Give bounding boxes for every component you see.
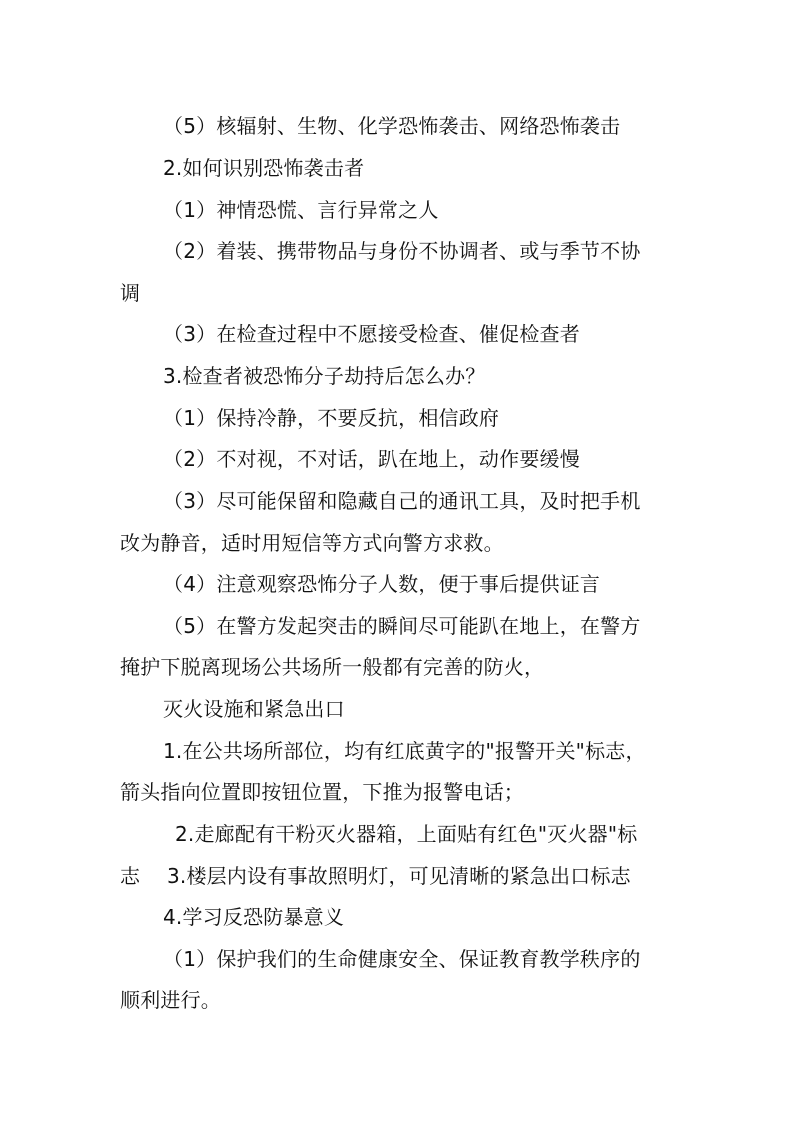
paragraph-line: 掩护下脱离现场公共场所一般都有完善的防火， [120,655,545,679]
section-heading: 灭火设施和紧急出口 [163,697,345,721]
paragraph-line: 2.走廊配有干粉灭火器箱，上面贴有红色"灭火器"标 [175,822,638,846]
section-heading: 3.检查者被恐怖分子劫持后怎么办？ [163,364,486,388]
paragraph-line: （3）在检查过程中不愿接受检查、催促检查者 [163,322,580,346]
paragraph-line: （5）在警方发起突击的瞬间尽可能趴在地上，在警方 [163,614,641,638]
section-heading: 2.如何识别恐怖袭击者 [163,156,365,180]
paragraph-line: （1）保护我们的生命健康安全、保证教育教学秩序的 [163,947,641,971]
paragraph-line: （2）不对视，不对话，趴在地上，动作要缓慢 [163,447,580,471]
paragraph-line: 顺利进行。 [120,988,221,1012]
paragraph-line: 1.在公共场所部位，均有红底黄字的"报警开关"标志， [163,739,646,763]
paragraph-line: （3）尽可能保留和隐藏自己的通讯工具，及时把手机 [163,489,641,513]
paragraph-line: 改为静音，适时用短信等方式向警方求救。 [120,531,504,555]
paragraph-line: （1）神情恐慌、言行异常之人 [163,198,439,222]
section-heading: 4.学习反恐防暴意义 [163,905,345,929]
paragraph-line: （2）着装、携带物品与身份不协调者、或与季节不协 [163,239,641,263]
paragraph-line: （4）注意观察恐怖分子人数，便于事后提供证言 [163,572,601,596]
paragraph-line: （1）保持冷静，不要反抗，相信政府 [163,406,500,430]
paragraph-line: 调 [120,281,141,305]
paragraph-line: 箭头指向位置即按钮位置，下推为报警电话； [120,780,524,804]
paragraph-line: （5）核辐射、生物、化学恐怖袭击、网络恐怖袭击 [163,114,621,138]
paragraph-line: 志 3.楼层内设有事故照明灯，可见清晰的紧急出口标志 [120,864,631,888]
